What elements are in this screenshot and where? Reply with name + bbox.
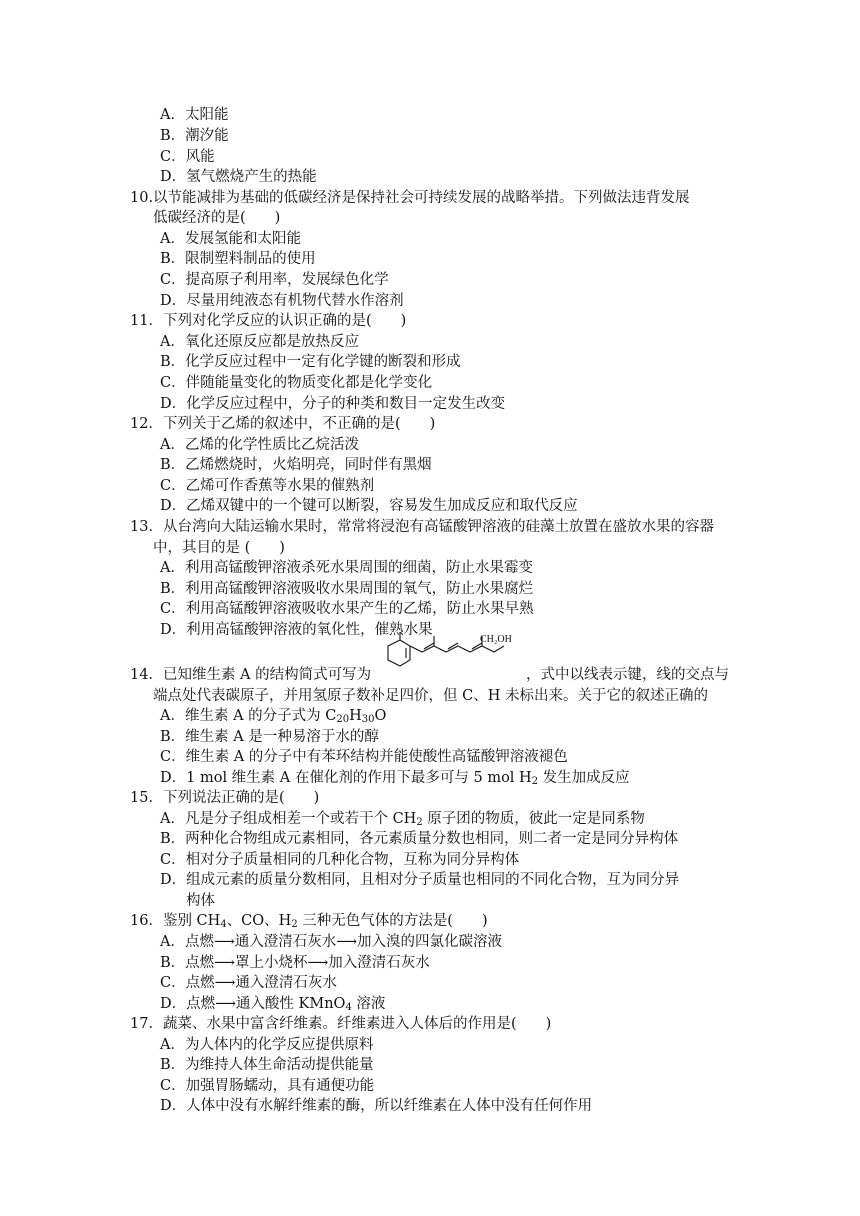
q14-option-c: C．维生素 A 的分子中有苯环结构并能使酸性高锰酸钾溶液褪色: [160, 749, 568, 765]
q16-option-c: C．点燃⟶通入澄清石灰水: [160, 975, 337, 991]
ch2oh-label: CH₂OH: [480, 634, 512, 645]
q12-option-b: B．乙烯燃烧时，火焰明亮，同时伴有黑烟: [160, 457, 432, 473]
q15-option-c: C．相对分子质量相同的几种化合物，互称为同分异构体: [160, 852, 520, 868]
q9-option-d: D．氢气燃烧产生的热能: [160, 169, 317, 185]
vitamin-a-structure-diagram: [380, 628, 520, 676]
q15-option-b: B．两种化合物组成元素相同，各元素质量分数也相同，则二者一定是同分异构体: [160, 831, 679, 847]
q11-option-d: D．化学反应过程中，分子的种类和数目一定发生改变: [160, 396, 506, 412]
q12-option-c: C．乙烯可作香蕉等水果的催熟剂: [160, 478, 375, 494]
q16-option-b: B．点燃⟶罩上小烧杯⟶加入澄清石灰水: [160, 955, 430, 971]
q16-option-a: A．点燃⟶通入澄清石灰水⟶加入溴的四氯化碳溶液: [160, 934, 503, 950]
q10-stem-line2: 低碳经济的是( ): [153, 210, 281, 226]
q12-option-d: D．乙烯双键中的一个键可以断裂，容易发生加成反应和取代反应: [160, 498, 578, 514]
q9-option-c: C．风能: [160, 149, 215, 165]
q9-option-a: A．太阳能: [160, 107, 229, 123]
q11-option-a: A．氧化还原反应都是放热反应: [160, 334, 359, 350]
q10-option-d: D．尽量用纯液态有机物代替水作溶剂: [160, 293, 404, 309]
q14-stem-part1: 14．已知维生素 A 的结构简式可写为: [130, 667, 372, 683]
q14-stem-line2: 端点处代表碳原子，并用氢原子数补足四价，但 C、H 未标出来。关于它的叙述正确的: [153, 688, 708, 704]
q10-option-b: B．限制塑料制品的使用: [160, 251, 316, 267]
q14-option-b: B．维生素 A 是一种易溶于水的醇: [160, 729, 379, 745]
q17-stem: 17．蔬菜、水果中富含纤维素。纤维素进入人体后的作用是( ): [130, 1016, 552, 1032]
q17-option-c: C．加强胃肠蠕动，具有通便功能: [160, 1078, 375, 1094]
q13-option-d: D．利用高锰酸钾溶液的氧化性，催熟水果: [160, 622, 433, 638]
q15-option-d-line2: 构体: [186, 893, 215, 909]
q10-stem-line1: 10.以节能减排为基础的低碳经济是保持社会可持续发展的战略举措。下列做法违背发展: [130, 190, 690, 206]
q17-option-a: A．为人体内的化学反应提供原料: [160, 1037, 374, 1053]
q16-stem: 16．鉴别 $CH_4$、CO、$H_2$ 三种无色气体的方法是( ): [130, 913, 488, 930]
q12-option-a: A．乙烯的化学性质比乙烷活泼: [160, 437, 359, 453]
q15-option-d-line1: D．组成元素的质量分数相同，且相对分子质量也相同的不同化合物，互为同分异: [160, 872, 680, 888]
q15-option-a: A．凡是分子组成相差一个或若干个 $CH_2$ 原子团的物质，彼此一定是同系物: [160, 811, 645, 828]
q13-option-c: C．利用高锰酸钾溶液吸收水果产生的乙烯，防止水果早熟: [160, 601, 534, 617]
q9-option-b: B．潮汐能: [160, 128, 229, 144]
q16-option-d: D．点燃⟶通入酸性 KMnO$_4$ 溶液: [160, 996, 386, 1013]
q17-option-b: B．为维持人体生命活动提供能量: [160, 1057, 374, 1073]
q13-option-b: B．利用高锰酸钾溶液吸收水果周围的氧气，防止水果腐烂: [160, 581, 534, 597]
q14-stem-part2: ，式中以线表示键，线的交点与: [526, 667, 729, 683]
q11-option-c: C．伴随能量变化的物质变化都是化学变化: [160, 375, 433, 391]
q17-option-d: D．人体中没有水解纤维素的酶，所以纤维素在人体中没有任何作用: [160, 1098, 593, 1114]
q14-option-a: A．维生素 A 的分子式为 $C_{20}H_{30}O$: [160, 708, 387, 725]
q10-option-a: A．发展氢能和太阳能: [160, 231, 301, 247]
q13-stem-line1: 13．从台湾向大陆运输水果时，常常将浸泡有高锰酸钾溶液的硅藻土放置在盛放水果的容器: [130, 519, 714, 535]
q12-stem: 12．下列关于乙烯的叙述中，不正确的是( ): [130, 416, 436, 432]
q11-option-b: B．化学反应过程中一定有化学键的断裂和形成: [160, 354, 461, 370]
q11-stem: 11．下列对化学反应的认识正确的是( ): [130, 313, 407, 329]
q13-option-a: A．利用高锰酸钾溶液杀死水果周围的细菌，防止水果霉变: [160, 560, 533, 576]
q15-stem: 15．下列说法正确的是( ): [130, 790, 320, 806]
q14-option-d: D．1 mol 维生素 A 在催化剂的作用下最多可与 5 mol $H_2$ 发生加成反应: [160, 770, 630, 787]
q13-stem-line2: 中，其目的是 ( ): [153, 540, 285, 556]
q10-option-c: C．提高原子利用率，发展绿色化学: [160, 272, 389, 288]
